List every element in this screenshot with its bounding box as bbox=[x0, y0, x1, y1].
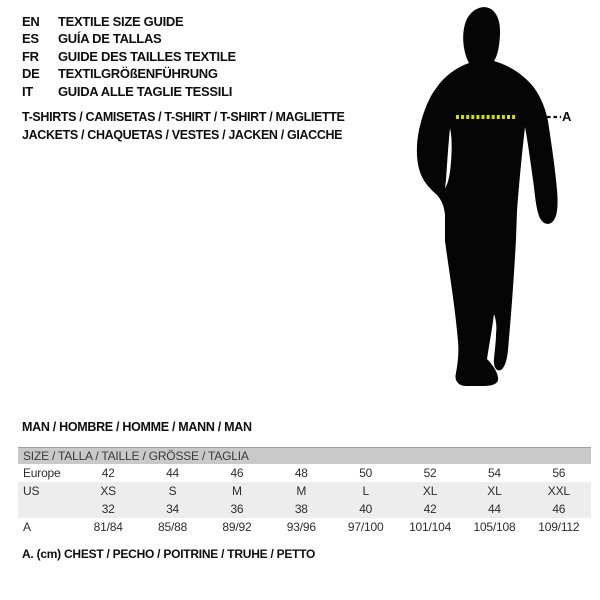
size-cell: 44 bbox=[166, 466, 180, 480]
size-table bbox=[18, 447, 591, 536]
size-cell: S bbox=[168, 484, 177, 498]
table-header: SIZE / TALLA / TAILLE / GRÖSSE / TAGLIA bbox=[18, 448, 591, 465]
size-cell: 46 bbox=[552, 502, 566, 516]
section-title: MAN / HOMBRE / HOMME / MANN / MAN bbox=[22, 420, 252, 434]
language-label: GUIDA ALLE TAGLIE TESSILI bbox=[58, 83, 233, 99]
size-cell: 34 bbox=[166, 502, 180, 516]
category-tshirts: T-SHIRTS / CAMISETAS / T-SHIRT / T-SHIRT / MAGLIETTE bbox=[22, 110, 345, 124]
size-cell: 46 bbox=[230, 466, 244, 480]
size-cell: 52 bbox=[423, 466, 437, 480]
language-label: GUÍA DE TALLAS bbox=[58, 31, 162, 47]
size-cell: 44 bbox=[487, 502, 501, 516]
language-code: EN bbox=[22, 14, 40, 29]
size-cell: M bbox=[232, 484, 242, 498]
table-row-us bbox=[18, 482, 591, 500]
size-cell: L bbox=[362, 484, 369, 498]
language-code: IT bbox=[22, 83, 33, 99]
size-cell: 50 bbox=[359, 466, 373, 480]
man-silhouette bbox=[417, 7, 558, 386]
row-label bbox=[18, 500, 76, 518]
size-cell: 81/84 bbox=[93, 520, 123, 534]
size-cell: 38 bbox=[294, 502, 308, 516]
size-cell: 101/104 bbox=[409, 520, 452, 534]
category-jackets: JACKETS / CHAQUETAS / VESTES / JACKEN / GIACCHE bbox=[22, 127, 343, 142]
size-cell: 42 bbox=[423, 502, 437, 516]
size-cell: XXL bbox=[547, 484, 570, 498]
size-cell: 85/88 bbox=[158, 520, 188, 534]
table-row-numeric bbox=[18, 500, 591, 518]
size-cell: 93/96 bbox=[286, 520, 316, 534]
measurement-footnote: A. (cm) CHEST / PECHO / POITRINE / TRUHE / PETTO bbox=[22, 547, 316, 561]
size-cell: 32 bbox=[101, 502, 115, 516]
language-label: TEXTILE SIZE GUIDE bbox=[58, 14, 184, 29]
size-cell: M bbox=[296, 484, 307, 498]
size-cell: 54 bbox=[487, 466, 501, 480]
language-code: ES bbox=[22, 31, 39, 47]
size-cell: 89/92 bbox=[222, 520, 252, 534]
size-cell: 109/112 bbox=[538, 520, 580, 534]
size-cell: 48 bbox=[294, 466, 308, 480]
size-cell: 40 bbox=[359, 502, 373, 516]
size-cell: 105/108 bbox=[473, 520, 516, 534]
size-cell: 36 bbox=[230, 502, 244, 516]
language-code: FR bbox=[22, 48, 39, 64]
size-cell: 56 bbox=[552, 466, 566, 480]
row-label: Europe bbox=[23, 466, 61, 480]
language-label: GUIDE DES TAILLES TEXTILE bbox=[58, 48, 236, 64]
size-cell: XS bbox=[100, 484, 116, 498]
language-code: DE bbox=[22, 66, 40, 82]
size-cell: XL bbox=[487, 484, 502, 498]
size-cell: XL bbox=[422, 484, 438, 498]
table-row-europe bbox=[18, 464, 591, 482]
table-header-row bbox=[18, 448, 591, 465]
measure-label-a: A bbox=[562, 109, 572, 124]
row-label: US bbox=[23, 484, 40, 498]
size-cell: 42 bbox=[101, 466, 115, 480]
size-cell: 97/100 bbox=[347, 520, 384, 534]
language-label: TEXTILGRÖßENFÜHRUNG bbox=[58, 66, 218, 82]
table-row-chest bbox=[18, 518, 591, 536]
row-label: A bbox=[23, 520, 31, 534]
